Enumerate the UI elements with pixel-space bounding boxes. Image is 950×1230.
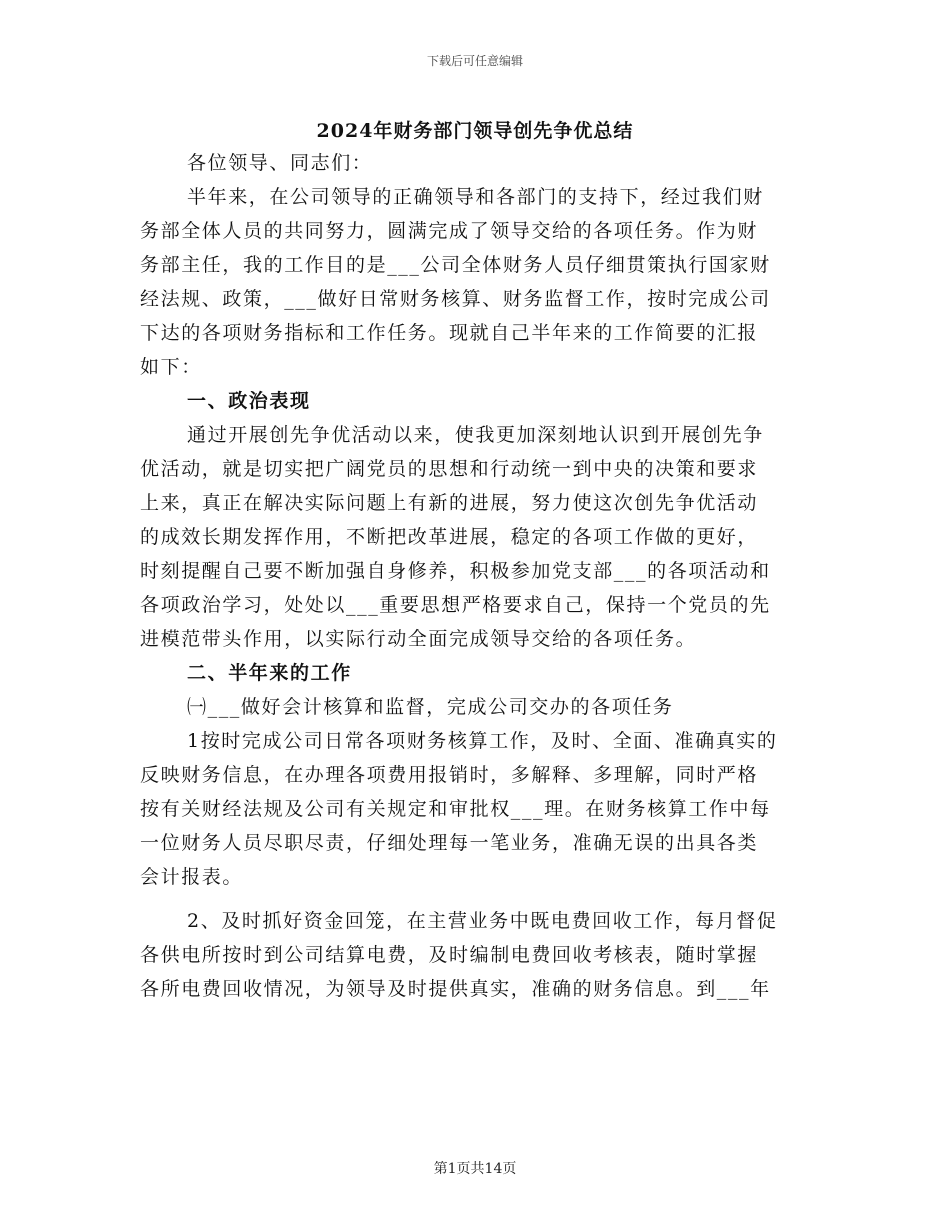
page-header-note: 下载后可任意编辑	[426, 54, 523, 68]
intro-line: 经法规、政策，___做好日常财务核算、财务监督工作，按时完成公司	[140, 288, 771, 310]
intro-line: 如下：	[140, 356, 202, 378]
paragraph-line: 一位财务人员尽职尽责，仔细处理每一笔业务，准确无误的出具各类	[140, 832, 759, 854]
paragraph-line: 的成效长期发挥作用，不断把改革进展，稳定的各项工作做的更好，	[140, 526, 759, 548]
paragraph-line: 各所电费回收情况，为领导及时提供真实，准确的财务信息。到___年	[140, 978, 771, 1000]
section-heading: 二、半年来的工作	[187, 662, 352, 684]
intro-line: 下达的各项财务指标和工作任务。现就自己半年来的工作简要的汇报	[140, 322, 759, 344]
subsection-heading: ㈠___做好会计核算和监督，完成公司交办的各项任务	[187, 696, 674, 718]
paragraph-line: 上来，真正在解决实际问题上有新的进展，努力使这次创先争优活动	[140, 492, 759, 514]
intro-line: 务部全体人员的共同努力，圆满完成了领导交给的各项任务。作为财	[140, 220, 759, 242]
paragraph-line: 2、及时抓好资金回笼，在主营业务中既电费回收工作，每月督促	[187, 910, 778, 932]
document-title: 2024年财务部门领导创先争优总结	[316, 120, 634, 142]
paragraph-line: 反映财务信息，在办理各项费用报销时，多解释、多理解，同时严格	[140, 764, 759, 786]
paragraph-line: 时刻提醒自己要不断加强自身修养，积极参加党支部___的各项活动和	[140, 560, 771, 582]
paragraph-line: 各供电所按时到公司结算电费，及时编制电费回收考核表，随时掌握	[140, 944, 759, 966]
intro-line: 务部主任，我的工作目的是___公司全体财务人员仔细贯策执行国家财	[140, 254, 771, 276]
paragraph-line: 1按时完成公司日常各项财务核算工作，及时、全面、准确真实的	[187, 730, 778, 752]
paragraph-line: 按有关财经法规及公司有关规定和审批权___理。在财务核算工作中每	[140, 798, 771, 820]
paragraph-line: 优活动，就是切实把广阔党员的思想和行动统一到中央的决策和要求	[140, 458, 759, 480]
paragraph-line: 进模范带头作用，以实际行动全面完成领导交给的各项任务。	[140, 628, 697, 650]
greeting: 各位领导、同志们：	[187, 152, 373, 174]
paragraph-line: 会计报表。	[140, 866, 244, 888]
document-body	[140, 146, 812, 1006]
paragraph-line: 通过开展创先争优活动以来，使我更加深刻地认识到开展创先争	[187, 424, 764, 446]
page-number: 第1页共14页	[433, 1161, 517, 1177]
section-heading: 一、政治表现	[187, 390, 311, 412]
paragraph-line: 各项政治学习，处处以___重要思想严格要求自己，保持一个党员的先	[140, 594, 771, 616]
intro-line: 半年来，在公司领导的正确领导和各部门的支持下，经过我们财	[187, 186, 764, 208]
